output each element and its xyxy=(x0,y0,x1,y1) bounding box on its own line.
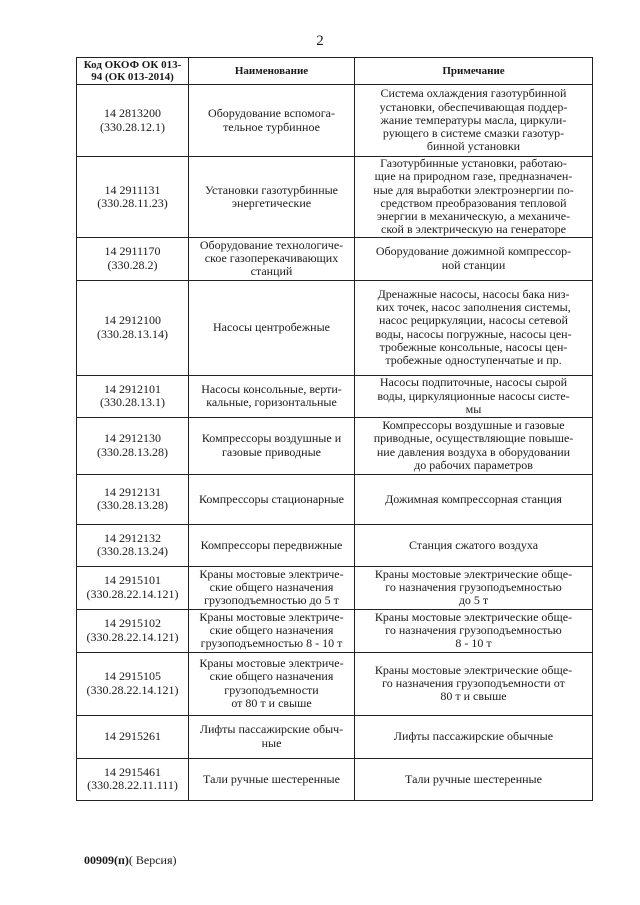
cell-note: Насосы подпиточные, насосы сырой воды, циркуляционные насосы систе- мы xyxy=(355,375,593,417)
cell-name: Краны мостовые электриче- ские общего назначения грузоподъемностью 8 - 10 т xyxy=(189,609,355,652)
cell-name: Установки газотурбинные энергетические xyxy=(189,157,355,238)
table-row xyxy=(77,375,593,417)
cell-note: Станция сжатого воздуха xyxy=(355,524,593,566)
cell-name: Насосы центробежные xyxy=(189,280,355,375)
cell-note: Краны мостовые электрические обще- го назначения грузоподъемностью 8 - 10 т xyxy=(355,609,593,652)
cell-note: Краны мостовые электрические обще- го назначения грузоподъемности от 80 т и свыше xyxy=(355,652,593,715)
cell-code: 14 2912100 (330.28.13.14) xyxy=(77,280,189,375)
table-row xyxy=(77,566,593,609)
header-name: Наименование xyxy=(189,58,355,85)
cell-code: 14 2912131 (330.28.13.28) xyxy=(77,474,189,524)
table-row xyxy=(77,280,593,375)
cell-name: Компрессоры воздушные и газовые приводные xyxy=(189,417,355,474)
cell-code: 14 2915102 (330.28.22.14.121) xyxy=(77,609,189,652)
cell-name: Краны мостовые электриче- ские общего назначения грузоподъемности от 80 т и свыше xyxy=(189,652,355,715)
table-row xyxy=(77,609,593,652)
cell-note: Система охлаждения газотурбинной установки, обеспечивающая поддер- жание температуры масла, циркули- рующего в системе смазки газотур- бинной установки xyxy=(355,85,593,157)
cell-note: Дожимная компрессорная станция xyxy=(355,474,593,524)
table-row xyxy=(77,715,593,758)
cell-name: Насосы консольные, верти- кальные, горизонтальные xyxy=(189,375,355,417)
table-row xyxy=(77,417,593,474)
cell-name: Оборудование вспомога- тельное турбинное xyxy=(189,85,355,157)
table-row xyxy=(77,524,593,566)
cell-note: Тали ручные шестеренные xyxy=(355,758,593,800)
cell-code: 14 2915105 (330.28.22.14.121) xyxy=(77,652,189,715)
cell-note: Краны мостовые электрические обще- го назначения грузоподъемностью до 5 т xyxy=(355,566,593,609)
table-row xyxy=(77,474,593,524)
header-note: Примечание xyxy=(355,58,593,85)
cell-note: Компрессоры воздушные и газовые приводные, осуществляющие повыше- ние давления воздуха в оборудовании до рабочих параметров xyxy=(355,417,593,474)
footer-version: ( Версия) xyxy=(128,853,177,867)
cell-name: Оборудование технологиче- ское газоперекачивающих станций xyxy=(189,237,355,280)
page-number: 2 xyxy=(316,33,324,49)
okof-table xyxy=(76,57,593,801)
table-header-row xyxy=(77,58,593,85)
table-row xyxy=(77,758,593,800)
cell-name: Краны мостовые электриче- ские общего назначения грузоподъемностью до 5 т xyxy=(189,566,355,609)
cell-name: Компрессоры передвижные xyxy=(189,524,355,566)
cell-note: Дренажные насосы, насосы бака низ- ких точек, насос заполнения системы, насос рециркуляции, насосы сетевой воды, насосы погружные, насосы цен- тробежные консольные, насосы цен- тробежные одноступенчатые и пр. xyxy=(355,280,593,375)
cell-note: Оборудование дожимной компрессор- ной станции xyxy=(355,237,593,280)
cell-code: 14 2912101 (330.28.13.1) xyxy=(77,375,189,417)
table-row xyxy=(77,85,593,157)
cell-code: 14 2911131 (330.28.11.23) xyxy=(77,157,189,238)
cell-code: 14 2911170 (330.28.2) xyxy=(77,237,189,280)
cell-code: 14 2912130 (330.28.13.28) xyxy=(77,417,189,474)
table-row xyxy=(77,237,593,280)
cell-code: 14 2813200 (330.28.12.1) xyxy=(77,85,189,157)
cell-code: 14 2915261 xyxy=(77,715,189,758)
cell-name: Лифты пассажирские обыч- ные xyxy=(189,715,355,758)
cell-code: 14 2915461 (330.28.22.11.111) xyxy=(77,758,189,800)
cell-note: Лифты пассажирские обычные xyxy=(355,715,593,758)
table-row xyxy=(77,157,593,238)
table-row xyxy=(77,652,593,715)
cell-note: Газотурбинные установки, работаю- щие на природном газе, предназначен- ные для выработки электроэнергии по- средством преобразования тепловой энергии в механическую, а механиче- ской в электрическую на генераторе xyxy=(355,157,593,238)
cell-name: Тали ручные шестеренные xyxy=(189,758,355,800)
header-code: Код ОКОФ ОК 013-94 (ОК 013-2014) xyxy=(77,58,189,85)
cell-code: 14 2912132 (330.28.13.24) xyxy=(77,524,189,566)
cell-code: 14 2915101 (330.28.22.14.121) xyxy=(77,566,189,609)
footer-code: 00909(п) xyxy=(84,853,129,867)
footer xyxy=(84,853,177,868)
cell-name: Компрессоры стационарные xyxy=(189,474,355,524)
